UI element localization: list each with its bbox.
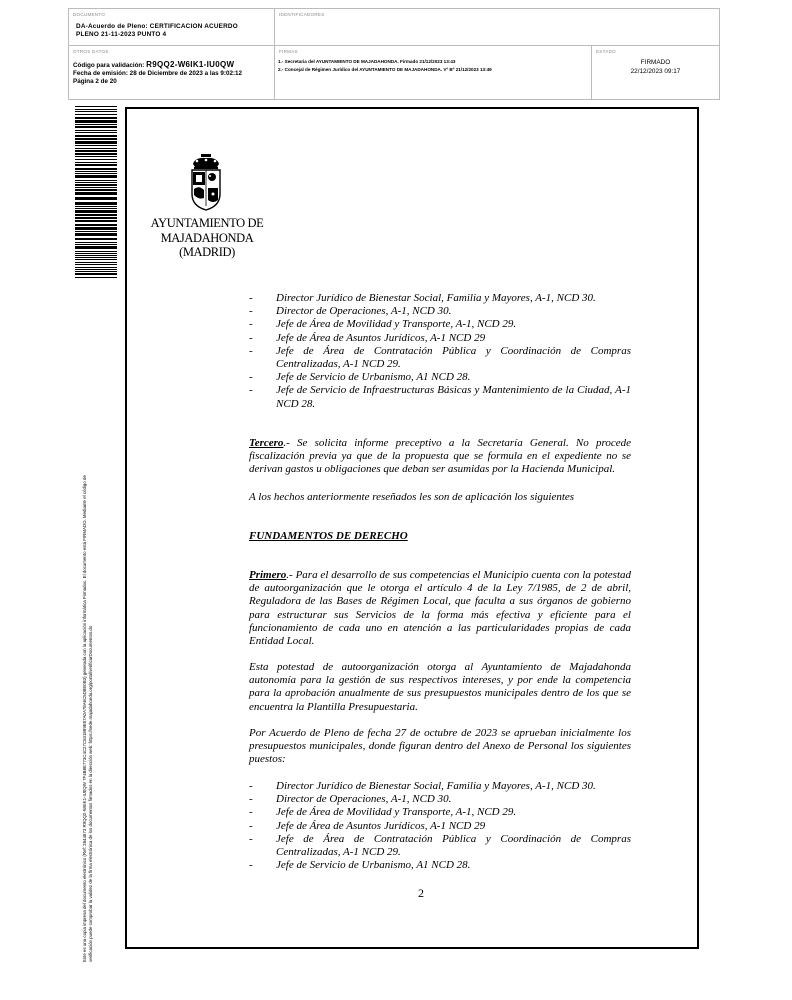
status-cell xyxy=(592,46,719,99)
list-dash: - xyxy=(249,305,253,318)
tercero-text: .- Se solicita informe preceptivo a la Secretaría General. No procede fiscalización previa ya que de la propuesta que se formula en el expediente no se derivan gastos u obligaciones que deban ser asumidas por la Hacienda Municipal. xyxy=(249,437,631,476)
section-heading xyxy=(249,530,631,543)
fundamentos-heading: FUNDAMENTOS DE DERECHO xyxy=(249,530,408,542)
list-item-text: Director Jurídico de Bienestar Social, Familia y Mayores, A-1, NCD 30. xyxy=(276,780,596,792)
signature-2: 2.- Concejal de Régimen Jurídico del AYUNTAMIENTO DE MAJADAHONDA. Vº Bº 21/12/2023 13:49 xyxy=(278,67,492,72)
coat-of-arms-logo xyxy=(183,154,229,212)
validation-label: Código para validación: xyxy=(73,62,145,69)
list-item xyxy=(249,859,631,872)
list-dash: - xyxy=(249,832,253,845)
list-dash: - xyxy=(249,859,253,872)
list-dash: - xyxy=(249,331,253,344)
tercero-label: Tercero xyxy=(249,437,284,449)
list-item xyxy=(249,305,631,318)
list-item-text: Jefe de Área de Contratación Pública y Coordinación de Compras Centralizadas, A-1 NCD 29. xyxy=(276,344,631,371)
letterhead-line-2: MAJADAHONDA xyxy=(160,230,254,245)
paragraph-potestad: Esta potestad de autoorganización otorga al Ayuntamiento de Majadahonda autonomía para la gestión de sus respectivos intereses, y por ende la competencia para la aprobación anualmente de sus presupuestos municipales dentro de los que se encuentra la Plantilla Presupuestaria. xyxy=(249,661,631,713)
letterhead-line-1: AYUNTAMIENTO DE xyxy=(150,216,264,230)
document-title-line-1: DA-Acuerdo de Pleno: CERTIFICACION ACUERDO xyxy=(76,23,238,30)
side-text-line-2: verificación puede comprobar la validez de la firma electrónica de los documentos firmados en la dirección web: https://sede.majadahonda.org/portal/verificarDocumentos.do xyxy=(88,625,93,962)
signatures-cell xyxy=(275,46,592,99)
page-number: 2 xyxy=(418,886,424,900)
other-data-cell xyxy=(69,46,275,99)
signature-1: 1.- Secretaria del AYUNTAMIENTO DE MAJADAHONDA. Firmado 21/12/2023 13:43 xyxy=(278,59,456,64)
list-dash: - xyxy=(249,793,253,806)
paragraph-primero xyxy=(249,569,631,648)
list-dash: - xyxy=(249,371,253,384)
status-label: ESTADO xyxy=(596,49,616,54)
primero-text: .- Para el desarrollo de sus competencias el Municipio cuenta con la potestad de autoorganización que le otorga el artículo 4 de la Ley 7/1985, de 2 de abril, Reguladora de las Bases de Régimen Local, que faculta a sus órganos de gobierno para estructurar sus Servicios de la forma más efectiva y eficiente para el funcionamiento de cada uno en atención a las particularidades propias de cada Entidad Local. xyxy=(249,569,631,648)
list-item xyxy=(249,806,631,819)
list-item-text: Jefe de Servicio de Urbanismo, A1 NCD 28. xyxy=(276,859,471,872)
list-item-text: Director de Operaciones, A-1, NCD 30. xyxy=(276,305,452,318)
list-item xyxy=(249,820,631,833)
other-data-label: OTROS DATOS xyxy=(73,49,109,54)
letterhead-line-3: (MADRID) xyxy=(179,245,235,259)
document-label: DOCUMENTO xyxy=(73,12,106,17)
side-text-line-1: Este es una copia impresa del documento electrónico (Ref: 2844573 R9QQ2-W6IK1-IU0QW 7F4B8E773C4C27C531889E57A0A78A6C5D8E0B3) generada con la aplicación informática Firmadoc. El documento está FIRMADO. Mediante el código de xyxy=(82,475,87,962)
list-item-text: Director de Operaciones, A-1, NCD 30. xyxy=(276,793,452,806)
list-dash: - xyxy=(249,318,253,331)
list-item-text: Jefe de Área de Movilidad y Transporte, A-1, NCD 29. xyxy=(276,318,517,331)
validation-code: R9QQ2-W6IK1-IU0QW xyxy=(146,60,235,69)
other-data-text xyxy=(73,61,242,86)
paragraph-hechos: A los hechos anteriormente reseñados les son de aplicación los siguientes xyxy=(249,491,575,503)
document-title-line-2: PLENO 21-11-2023 PUNTO 4 xyxy=(76,31,167,38)
barcode-image xyxy=(75,106,117,278)
list-item-text: Jefe de Área de Movilidad y Transporte, A-1, NCD 29. xyxy=(276,806,517,819)
paragraph-acuerdo: Por Acuerdo de Pleno de fecha 27 de octubre de 2023 se aprueban inicialmente los presupuestos municipales, donde figuran dentro del Anexo de Personal los siguientes puestos: xyxy=(249,727,631,766)
signatures-list xyxy=(278,58,492,74)
list-item-text: Jefe de Área de Contratación Pública y Coordinación de Compras Centralizadas, A-1 NCD 29. xyxy=(276,832,631,859)
paragraph-tercero xyxy=(249,437,631,477)
page-indicator: Página 2 de 20 xyxy=(73,78,117,85)
list-item xyxy=(249,292,631,305)
document-title xyxy=(76,23,238,39)
list-item-text: Jefe de Servicio de Infraestructuras Básicas y Mantenimiento de la Ciudad, A-1 NCD 28. xyxy=(276,384,631,410)
list-item xyxy=(249,371,631,384)
primero-label: Primero xyxy=(249,569,287,581)
document-cell xyxy=(69,9,275,46)
status-date: 22/12/2023 09:17 xyxy=(630,68,681,75)
list-dash: - xyxy=(249,292,253,304)
list-item-text: Jefe de Servicio de Urbanismo, A1 NCD 28. xyxy=(276,371,471,384)
list-item-text: Director Jurídico de Bienestar Social, Familia y Mayores, A-1, NCD 30. xyxy=(276,292,596,304)
signatures-label: FIRMAS xyxy=(279,49,298,54)
letterhead xyxy=(140,216,274,260)
list-item-text: Jefe de Área de Asuntos Jurídicos, A-1 NCD 29 xyxy=(276,331,486,344)
position-list-1 xyxy=(249,292,631,411)
position-list-2 xyxy=(249,780,631,872)
identifiers-cell xyxy=(275,9,719,46)
list-item xyxy=(249,345,631,371)
list-dash: - xyxy=(249,819,253,832)
list-dash: - xyxy=(249,384,253,397)
status-text: FIRMADO xyxy=(640,59,671,66)
list-item xyxy=(249,318,631,331)
list-dash: - xyxy=(249,344,253,357)
list-item xyxy=(249,793,631,806)
list-dash: - xyxy=(249,806,253,819)
list-item xyxy=(249,384,631,410)
list-dash: - xyxy=(249,780,253,792)
list-item xyxy=(249,332,631,345)
status-value xyxy=(592,58,719,76)
emission-date: Fecha de emisión: 28 de Diciembre de 2023 a las 9:02:12 xyxy=(73,70,243,77)
list-item xyxy=(249,833,631,859)
side-verification-text xyxy=(82,302,100,962)
list-item-text: Jefe de Área de Asuntos Jurídicos, A-1 NCD 29 xyxy=(276,819,486,832)
list-item xyxy=(249,780,631,793)
document-header xyxy=(68,8,720,100)
identifiers-label: IDENTIFICADORES xyxy=(279,12,325,17)
